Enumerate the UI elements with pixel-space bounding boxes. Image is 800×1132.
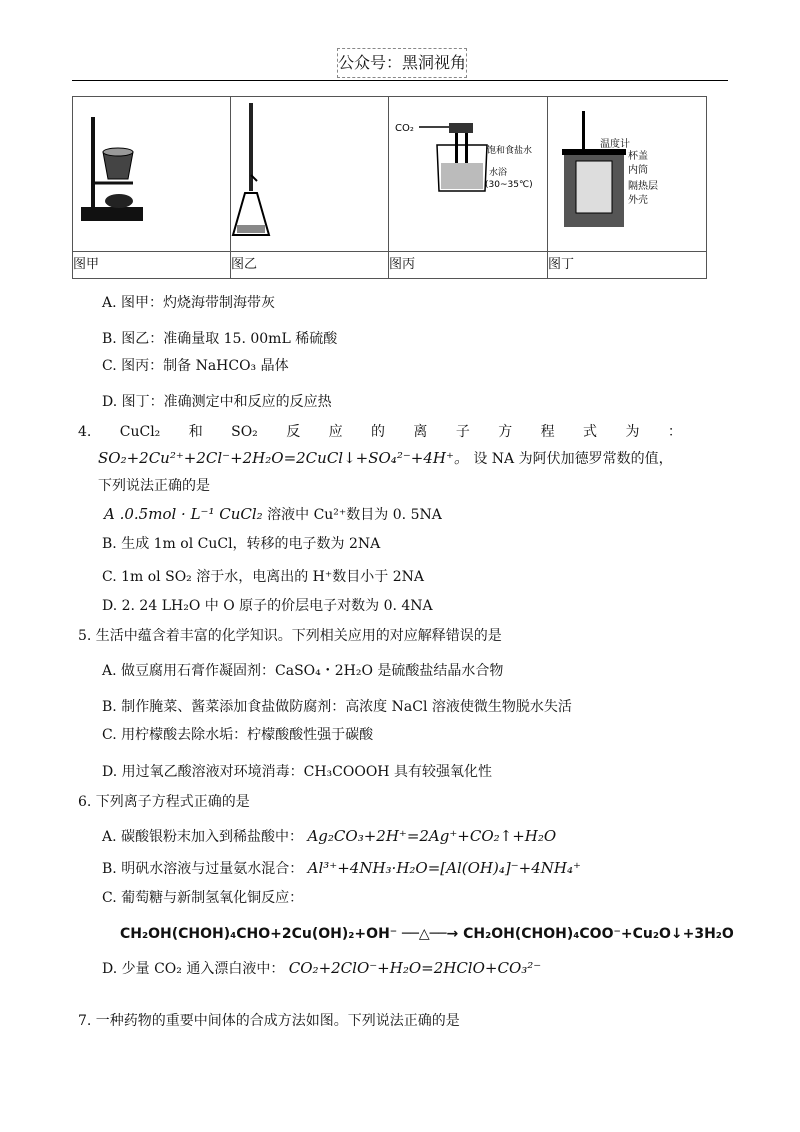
q4-option-a-math: A .0.5mol · L⁻¹ CuCl₂ [104,505,263,523]
q3-option-a: A. 图甲：灼烧海带制海带灰 [102,295,276,311]
q6-option-a [102,826,556,847]
q4-stem-word: 的 [371,424,386,440]
co2-water-bath-diagram [389,97,547,247]
q3-option-c: C. 图丙：制备 NaHCO₃ 晶体 [102,358,289,374]
figure-ding-image [548,97,707,252]
q4-stem-word: 式 [583,424,598,440]
q7-stem: 7. 一种药物的重要中间体的合成方法如图。下列说法正确的是 [78,1013,460,1029]
q4-stem-word: SO₂ [231,424,258,440]
q3-option-b: B. 图乙：准确量取 15. 00mL 稀硫酸 [102,331,338,347]
thermometer-label: 温度计 [600,139,630,150]
q4-stem-word: 程 [540,424,555,440]
figure-bing-image [389,97,548,252]
q4-equation-line [98,448,673,469]
q4-option-b: B. 生成 1m ol CuCl，转移的电子数为 2NA [102,536,381,552]
q6-option-d-text: D. 少量 CO₂ 通入漂白液中： [102,961,285,977]
q5-option-c: C. 用柠檬酸去除水垢：柠檬酸酸性强于碳酸 [102,727,374,743]
q4-option-a [104,504,442,525]
q6-option-b-equation: Al³⁺+4NH₃·H₂O=[Al(OH)₄]⁻+4NH₄⁺ [307,859,581,877]
q5-option-b: B. 制作腌菜、酱菜添加食盐做防腐剂：高浓度 NaCl 溶液使微生物脱水失活 [102,699,572,715]
q6-option-b-text: B. 明矾水溶液与过量氨水混合： [102,861,304,877]
q5-option-a: A. 做豆腐用石膏作凝固剂：CaSO₄・2H₂O 是硫酸盐结晶水合物 [102,663,504,679]
page-header: 公众号：黑洞视角 [337,48,467,78]
figure-table [72,96,707,279]
figure-caption: 图乙 [231,252,389,279]
figure-caption: 图丁 [548,252,707,279]
insulation-label: 隔热层 [628,181,658,192]
figure-yi-image [231,97,389,252]
temp-range-label: (30~35℃) [485,180,533,190]
lid-label: 杯盖 [628,151,648,162]
q4-stem-word: 离 [413,424,428,440]
brine-label: 饱和食盐水 [487,146,533,156]
q4-stem-word: 为 [625,424,640,440]
crucible-stand-diagram [73,97,230,247]
q4-stem-word: 反 [286,424,301,440]
q4-stem-word: ： [667,424,682,440]
water-bath-label: 水浴 [489,168,508,178]
figure-caption: 图丙 [389,252,548,279]
q6-option-d-equation: CO₂+2ClO⁻+H₂O=2HClO+CO₃²⁻ [288,959,542,977]
q6-stem: 6. 下列离子方程式正确的是 [78,794,250,810]
q3-option-d: D. 图丁：准确测定中和反应的反应热 [102,394,332,410]
figure-jia-image [73,97,231,252]
q4-equation-tail: 设 NA 为阿伏加德罗常数的值， [473,451,673,467]
q4-stem-word: CuCl₂ [119,424,161,440]
outer-shell-label: 外壳 [628,195,648,206]
burette-flask-diagram [231,97,388,247]
q6-c-equation: CH₂OH(CHOH)₄CHO+2Cu(OH)₂+OH⁻ ──△──→ CH₂OH(CHOH)₄COO⁻+Cu₂O↓+3H₂O [120,926,734,942]
q4-option-d: D. 2. 24 LH₂O 中 O 原子的价层电子对数为 0. 4NA [102,598,433,614]
q6-option-a-equation: Ag₂CO₃+2H⁺=2Ag⁺+CO₂↑+H₂O [307,827,557,845]
q6-option-c: C. 葡萄糖与新制氢氧化铜反应： [102,890,304,906]
q6-option-b [102,858,581,879]
q4-stem-end: 下列说法正确的是 [98,478,210,494]
q6-option-a-text: A. 碳酸银粉末加入到稀盐酸中： [102,829,304,845]
q6-option-c-equation [120,924,734,944]
q5-option-d: D. 用过氧乙酸溶液对环境消毒：CH₃COOOH 具有较强氧化性 [102,764,492,780]
figure-caption: 图甲 [73,252,231,279]
q4-stem-word: 4. [78,424,92,440]
q4-stem-word: 子 [455,424,470,440]
q4-stem-word: 和 [188,424,203,440]
q4-equation: SO₂+2Cu²⁺+2Cl⁻+2H₂O=2CuCl↓+SO₄²⁻+4H⁺。 [98,449,469,467]
q5-stem: 5. 生活中蕴含着丰富的化学知识。下列相关应用的对应解释错误的是 [78,628,502,644]
q4-stem-line [78,422,682,442]
co2-label: CO₂ [395,123,414,134]
header-rule [72,80,728,81]
calorimeter-diagram [548,97,706,247]
q4-stem-word: 方 [498,424,513,440]
q4-option-a-text: 溶液中 Cu²⁺数目为 0. 5NA [267,507,442,523]
q6-option-d [102,958,541,979]
q4-stem-word: 应 [328,424,343,440]
q4-option-c: C. 1m ol SO₂ 溶于水，电离出的 H⁺数目小于 2NA [102,569,424,585]
inner-cup-label: 内筒 [628,165,648,176]
